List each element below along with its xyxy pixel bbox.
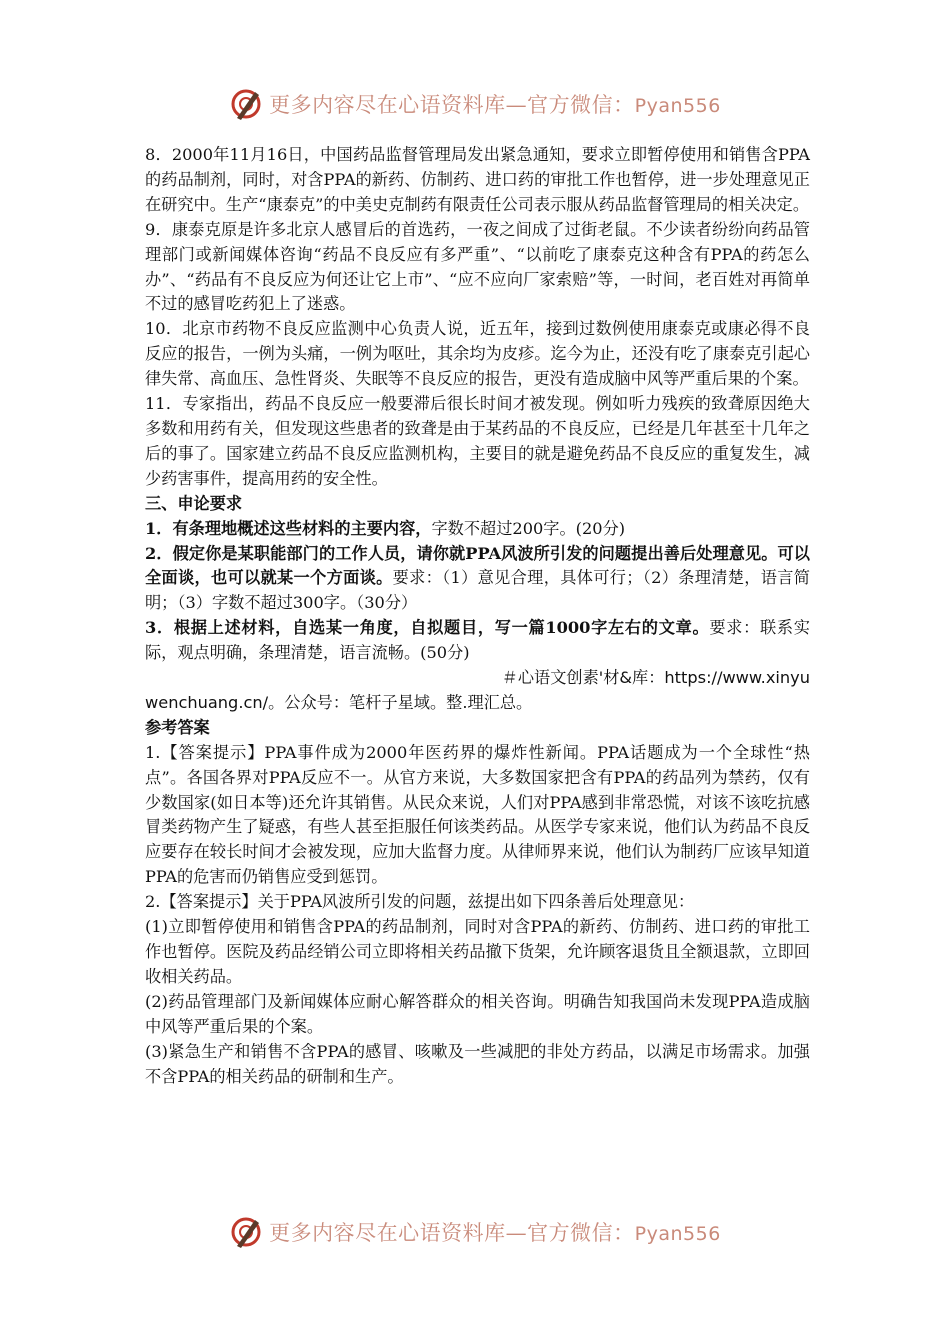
answer-1: 1.【答案提示】PPA事件成为2000年医药界的爆炸性新闻。PPA话题成为一个全球性“热点”。各国各界对PPA反应不一。从官方来说，大多数国家把含有PPA的药品列为禁药，仅有少数国家(如日本等)还允许其销售。从民众来说，人们对PPA感到非常恐慌，对该不该吃抗感冒类药物产生了疑惑，有些人甚至拒服任何该类药品。从医学专家来说，他们认为药品不良反应要存在较长时间才会被发现，应加大监督力度。从律师界来说，他们认为制药厂应该早知道PPA的危害而仍销售应受到惩罚。 xyxy=(145,742,810,887)
material-paragraph-8: 8．2000年11月16日，中国药品监督管理局发出紧急通知，要求立即暂停使用和销售含PPA的药品制剂，同时，对含PPA的新药、仿制药、进口药的审批工作也暂停，进一步处理意见正在研究中。生产“康泰克”的中美史克制药有限责任公司表示服从药品监督管理局的相关决定。 xyxy=(145,145,810,214)
watermark-line-1: ＃心语文创素'材&库：https://www.xinyu xyxy=(501,668,810,688)
document-body xyxy=(145,143,810,1089)
answer-2: 2.【答案提示】关于PPA风波所引发的问题，兹提出如下四条善后处理意见： xyxy=(145,892,695,912)
header-banner xyxy=(0,84,950,124)
answer-2-item-2: (2)药品管理部门及新闻媒体应耐心解答群众的相关咨询。明确告知我国尚未发现PPA造成脑中风等严重后果的个案。 xyxy=(145,991,810,1036)
answer-2-item-1: (1)立即暂停使用和销售含PPA的药品制剂，同时对含PPA的新药、仿制药、进口药的审批工作也暂停。医院及药品经销公司立即将相关药品撤下货架，允许顾客退货且全额退款，立即回收相关药品。 xyxy=(145,917,810,986)
pen-logo-icon xyxy=(229,86,265,122)
requirements-heading: 三、申论要求 xyxy=(145,493,243,513)
material-paragraph-10: 10．北京市药物不良反应监测中心负责人说，近五年，接到过数例使用康泰克或康必得不良反应的报告，一例为头痛，一例为呕吐，其余均为皮疹。迄今为止，还没有吃了康泰克引起心律失常、高血压、急性肾炎、失眠等不良反应的报告，更没有造成脑中风等严重后果的个案。 xyxy=(145,319,810,389)
requirement-1: 1．有条理地概述这些材料的主要内容，字数不超过200字。(20分) xyxy=(145,518,626,538)
requirement-2: 2．假定你是某职能部门的工作人员，请你就PPA风波所引发的问题提出善后处理意见。可以全面谈，也可以就某一个方面谈。要求：（1）意见合理，具体可行；（2）条理清楚，语言简明；（3）字数不超过300字。（30分） xyxy=(145,543,810,613)
material-paragraph-9: 9．康泰克原是许多北京人感冒后的首选药，一夜之间成了过街老鼠。不少读者纷纷向药品管理部门或新闻媒体咨询“药品不良反应有多严重”、“以前吃了康泰克这种含有PPA的药怎么办”、“药品有不良反应为何还让它上市”、“应不应向厂家索赔”等，一时间，老百姓对再简单不过的感冒吃药犯上了迷惑。 xyxy=(145,219,810,314)
pen-logo-icon xyxy=(229,1214,265,1250)
material-paragraph-11: 11．专家指出，药品不良反应一般要滞后很长时间才被发现。例如听力残疾的致聋原因绝大多数和用药有关，但发现这些患者的致聋是由于某药品的不良反应，已经是几年甚至十几年之后的事了。国家建立药品不良反应监测机构，主要目的就是避免药品不良反应的重复发生，减少药害事件，提高用药的安全性。 xyxy=(145,394,810,488)
banner-text: 更多内容尽在心语资料库—官方微信：Pyan556 xyxy=(269,93,721,117)
watermark-line-2: wenchuang.cn/。公众号：笔杆子星域。整.理汇总。 xyxy=(145,692,533,712)
answer-2-item-3: (3)紧急生产和销售不含PPA的感冒、咳嗽及一些减肥的非处方药品，以满足市场需求。加强不含PPA的相关药品的研制和生产。 xyxy=(145,1041,810,1086)
answers-heading: 参考答案 xyxy=(145,717,210,737)
requirement-3: 3．根据上述材料，自选某一角度，自拟题目，写一篇1000字左右的文章。要求：联系实际，观点明确，条理清楚，语言流畅。(50分) xyxy=(145,618,810,663)
banner-text: 更多内容尽在心语资料库—官方微信：Pyan556 xyxy=(269,1221,721,1245)
footer-banner xyxy=(0,1212,950,1252)
